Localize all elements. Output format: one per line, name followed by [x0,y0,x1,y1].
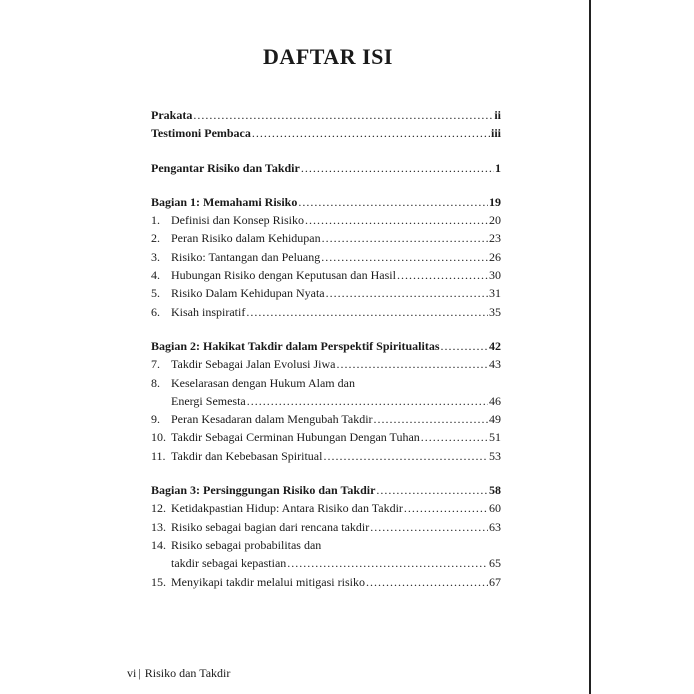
toc-leader-dots [305,211,488,229]
toc-entry-label: Hubungan Risiko dengan Keputusan dan Hasil [171,268,396,283]
toc-entry-page: 63 [489,519,501,534]
toc-entry-number: 6. [151,304,160,319]
toc-entry-number: 5. [151,286,160,301]
toc-entry[interactable] [151,573,501,591]
toc-entry-label: Pengantar Risiko dan Takdir [151,160,300,175]
toc-section-heading-bagian-2[interactable] [151,337,501,355]
table-of-contents [151,106,501,591]
toc-entry[interactable] [151,410,501,428]
page-title: DAFTAR ISI [263,44,393,69]
toc-entry-page: ii [494,108,501,122]
toc-entry-number: 7. [151,357,160,372]
page-footer [127,666,230,681]
toc-entry-number: 4. [151,268,160,283]
toc-entry[interactable] [151,229,501,247]
toc-section-label: Bagian 1: Memahami Risiko [151,194,298,209]
toc-entry[interactable] [151,284,501,302]
toc-entry-label: Kisah inspiratif [171,304,246,319]
toc-entry-page: 60 [489,501,501,516]
toc-entry-multiline-second[interactable] [151,392,501,410]
toc-entry-page: 67 [489,574,501,589]
toc-entry-label: Testimoni Pembaca [151,126,251,141]
toc-entry-label: Prakata [151,108,193,122]
toc-entry[interactable] [151,447,501,465]
toc-leader-dots [287,554,488,572]
toc-leader-dots [246,303,488,321]
toc-entry-number: 14. [151,537,166,552]
toc-leader-dots [336,355,488,373]
toc-leader-dots [441,337,489,355]
toc-section-label: Bagian 2: Hakikat Takdir dalam Perspektif Spiritualitas [151,338,440,353]
toc-entry-page: 49 [489,412,501,427]
toc-entry-number: 13. [151,519,166,534]
toc-leader-dots [374,410,488,428]
toc-entry-page: 46 [489,393,501,408]
toc-entry-multiline-first[interactable] [151,536,501,554]
toc-entry-number: 1. [151,213,160,228]
toc-leader-dots [252,124,490,142]
toc-entry-page: 35 [489,304,501,319]
toc-entry-label: Ketidakpastian Hidup: Antara Risiko dan Takdir [171,501,403,516]
toc-section-label: Bagian 3: Persinggungan Risiko dan Takdir [151,483,376,498]
toc-leader-dots [366,573,488,591]
toc-leader-dots [370,518,488,536]
toc-section-heading-bagian-1[interactable] [151,193,501,211]
toc-entry-page: 51 [489,430,501,445]
toc-entry-label: Takdir dan Kebebasan Spiritual [171,448,323,463]
footer-separator: | [138,666,141,680]
footer-book-title: Risiko dan Takdir [144,666,231,680]
toc-entry-label: Risiko Dalam Kehidupan Nyata [171,286,325,301]
toc-entry[interactable] [151,518,501,536]
toc-leader-dots [404,499,488,517]
toc-entry[interactable] [151,499,501,517]
toc-entry-page: 23 [489,231,501,246]
toc-leader-dots [301,159,494,177]
toc-entry[interactable] [151,303,501,321]
toc-entry[interactable] [151,211,501,229]
toc-entry-label: Peran Kesadaran dalam Mengubah Takdir [171,412,373,427]
toc-entry[interactable] [151,428,501,446]
toc-entry[interactable] [151,266,501,284]
toc-entry-label: Risiko: Tantangan dan Peluang [171,249,321,264]
toc-entry-page: 31 [489,286,501,301]
toc-entry-pengantar[interactable] [151,159,501,177]
toc-entry-label: Keselarasan dengan Hukum Alam dan [171,375,355,390]
toc-entry-label: Peran Risiko dalam Kehidupan [171,231,321,246]
toc-leader-dots [323,447,488,465]
toc-entry-label: Takdir Sebagai Cerminan Hubungan Dengan Tuhan [171,430,420,445]
toc-leader-dots [322,229,488,247]
toc-entry-label-continued: takdir sebagai kepastian [171,556,287,571]
toc-entry-page: 30 [489,268,501,283]
toc-entry-number: 9. [151,412,160,427]
toc-entry-label-continued: Energi Semesta [171,393,246,408]
toc-entry-page: 20 [489,213,501,228]
toc-entry-page: 26 [489,249,501,264]
toc-entry-multiline-second[interactable] [151,554,501,572]
toc-leader-dots [247,392,488,410]
toc-entry-page: 42 [489,338,501,353]
toc-entry-label: Risiko sebagai bagian dari rencana takdir [171,519,370,534]
toc-leader-dots [321,248,488,266]
toc-entry-prakata[interactable] [151,106,501,124]
toc-entry[interactable] [151,248,501,266]
toc-leader-dots [193,106,493,124]
toc-entry-page: iii [490,126,501,141]
toc-entry-label: Takdir Sebagai Jalan Evolusi Jiwa [171,357,336,372]
toc-entry-number: 10. [151,430,166,445]
toc-leader-dots [298,193,488,211]
toc-entry-multiline-first[interactable] [151,374,501,392]
toc-entry-number: 3. [151,249,160,264]
toc-section-heading-bagian-3[interactable] [151,481,501,499]
toc-entry-page: 1 [495,160,501,175]
page-edge-line [589,0,591,694]
toc-entry-page: 65 [489,556,501,571]
toc-entry-label: Risiko sebagai probabilitas dan [171,537,322,552]
toc-entry-page: 53 [489,448,501,463]
toc-entry-number: 8. [151,375,160,390]
toc-entry-label: Menyikapi takdir melalui mitigasi risiko [171,574,365,589]
toc-leader-dots [397,266,488,284]
toc-entry-page: 43 [489,357,501,372]
toc-entry-page: 19 [489,194,501,209]
toc-entry-number: 2. [151,231,160,246]
toc-entry-number: 15. [151,574,166,589]
toc-entry-number: 11. [151,448,166,463]
toc-entry-label: Definisi dan Konsep Risiko [171,213,304,228]
toc-leader-dots [326,284,488,302]
toc-entry-page: 58 [489,483,501,498]
toc-entry-number: 12. [151,501,166,516]
toc-entry[interactable] [151,355,501,373]
toc-leader-dots [376,481,488,499]
footer-page-number: vi [127,666,137,680]
toc-entry-testimoni[interactable] [151,124,501,142]
toc-leader-dots [421,428,488,446]
